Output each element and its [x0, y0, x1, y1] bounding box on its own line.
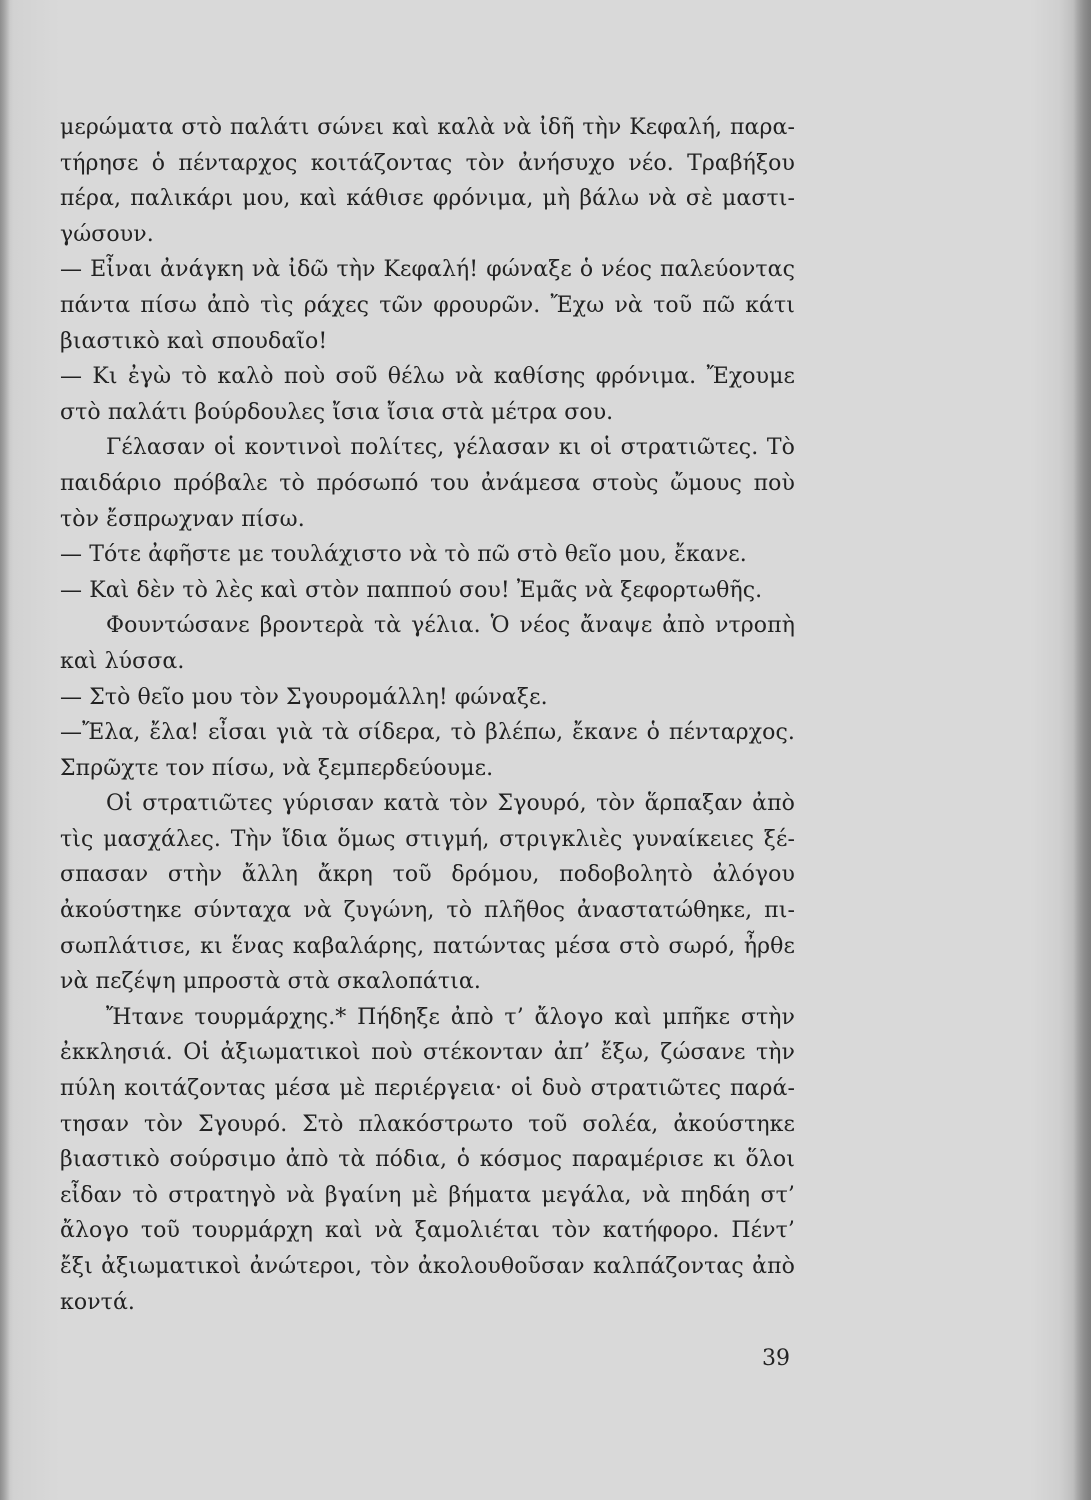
text-line: ἐκκλησιά. Οἱ ἀξιωματικοὶ ποὺ στέκονταν ἀπ’ ἔξω, ζώσανε τὴν — [60, 1040, 795, 1066]
text-line: νὰ πεζέψη μπροστὰ στὰ σκαλοπάτια. — [60, 969, 481, 995]
text-line: ἀκούστηκε σύνταχα νὰ ζυγώνη, τὸ πλῆθος ἀναστατώθηκε, πι- — [60, 898, 795, 924]
text-line: σωπλάτισε, κι ἕνας καβαλάρης, πατώντας μέσα στὸ σωρό, ἦρθε — [60, 933, 795, 959]
page-number: 39 — [762, 1346, 790, 1371]
text-line: βιαστικὸ καὶ σπουδαῖο! — [60, 328, 328, 354]
text-line: — Τότε ἀφῆστε με τουλάχιστο νὰ τὸ πῶ στὸ θεῖο μου, ἔκανε. — [60, 542, 747, 568]
text-line: — Καὶ δὲν τὸ λὲς καὶ στὸν παππού σου! Ἐμᾶς νὰ ξεφορτωθῆς. — [60, 577, 763, 603]
text-line: τὶς μασχάλες. Τὴν ἴδια ὅμως στιγμή, στριγκλιὲς γυναίκειες ξέ- — [60, 826, 795, 852]
body-text — [60, 110, 795, 1320]
text-line: — Εἶναι ἀνάγκη νὰ ἰδῶ τὴν Κεφαλή! φώναξε ὁ νέος παλεύοντας — [60, 257, 795, 283]
page-edge-shadow — [1073, 0, 1091, 1500]
text-line: κοντά. — [60, 1289, 135, 1315]
text-line: πύλη κοιτάζοντας μέσα μὲ περιέργεια· οἱ δυὸ στρατιῶτες παρά- — [60, 1076, 795, 1102]
text-line: Σπρῶχτε τον πίσω, νὰ ξεμπερδεύουμε. — [60, 755, 494, 781]
text-line: στὸ παλάτι βούρδουλες ἴσια ἴσια στὰ μέτρα σου. — [60, 399, 614, 425]
text-line: Οἱ στρατιῶτες γύρισαν κατὰ τὸν Σγουρό, τὸν ἅρπαξαν ἀπὸ — [106, 791, 795, 817]
text-line: τησαν τὸν Σγουρό. Στὸ πλακόστρωτο τοῦ σολέα, ἀκούστηκε — [60, 1111, 795, 1137]
text-line: παιδάριο πρόβαλε τὸ πρόσωπό του ἀνάμεσα στοὺς ὤμους ποὺ — [60, 470, 795, 496]
text-line: — Στὸ θεῖο μου τὸν Σγουρομάλλη! φώναξε. — [60, 684, 548, 710]
text-line: εἶδαν τὸ στρατηγὸ νὰ βγαίνη μὲ βήματα μεγάλα, νὰ πηδάη στ’ — [60, 1182, 795, 1208]
text-line: Γέλασαν οἱ κοντινοὶ πολίτες, γέλασαν κι οἱ στρατιῶτες. Τὸ — [106, 435, 795, 461]
text-line: τήρησε ὁ πένταρχος κοιτάζοντας τὸν ἀνήσυχο νέο. Τραβήξου — [60, 150, 795, 176]
text-line: ἔξι ἀξιωματικοὶ ἀνώτεροι, τὸν ἀκολουθοῦσαν καλπάζοντας ἀπὸ — [60, 1254, 795, 1279]
text-line: σπασαν στὴν ἄλλη ἄκρη τοῦ δρόμου, ποδοβολητὸ ἀλόγου — [60, 862, 795, 888]
binding-shadow — [0, 0, 10, 1500]
text-line: Ἤτανε τουρμάρχης.* Πήδηξε ἀπὸ τ’ ἄλογο καὶ μπῆκε στὴν — [106, 1004, 795, 1030]
text-line: μερώματα στὸ παλάτι σώνει καὶ καλὰ νὰ ἰδῆ τὴν Κεφαλή, παρα- — [60, 115, 795, 140]
text-line: γώσουν. — [60, 221, 154, 247]
text-line: ἄλογο τοῦ τουρμάρχη καὶ νὰ ξαμολιέται τὸν κατήφορο. Πέντ’ — [60, 1218, 795, 1244]
text-line: Φουντώσανε βροντερὰ τὰ γέλια. Ὁ νέος ἄναψε ἀπὸ ντροπὴ — [106, 613, 795, 639]
text-line: πέρα, παλικάρι μου, καὶ κάθισε φρόνιμα, μὴ βάλω νὰ σὲ μαστι- — [60, 186, 795, 212]
text-line: τὸν ἔσπρωχναν πίσω. — [60, 506, 305, 532]
text-line: πάντα πίσω ἀπὸ τὶς ράχες τῶν φρουρῶν. Ἔχω νὰ τοῦ πῶ κάτι — [60, 292, 795, 318]
text-line: — Κι ἐγὼ τὸ καλὸ ποὺ σοῦ θέλω νὰ καθίσης φρόνιμα. Ἔχουμε — [60, 364, 795, 390]
text-line: καὶ λύσσα. — [60, 648, 185, 674]
text-line: —Ἔλα, ἔλα! εἶσαι γιὰ τὰ σίδερα, τὸ βλέπω, ἔκανε ὁ πένταρχος. — [60, 720, 795, 746]
text-line: βιαστικὸ σούρσιμο ἀπὸ τὰ πόδια, ὁ κόσμος παραμέρισε κι ὅλοι — [60, 1147, 795, 1173]
